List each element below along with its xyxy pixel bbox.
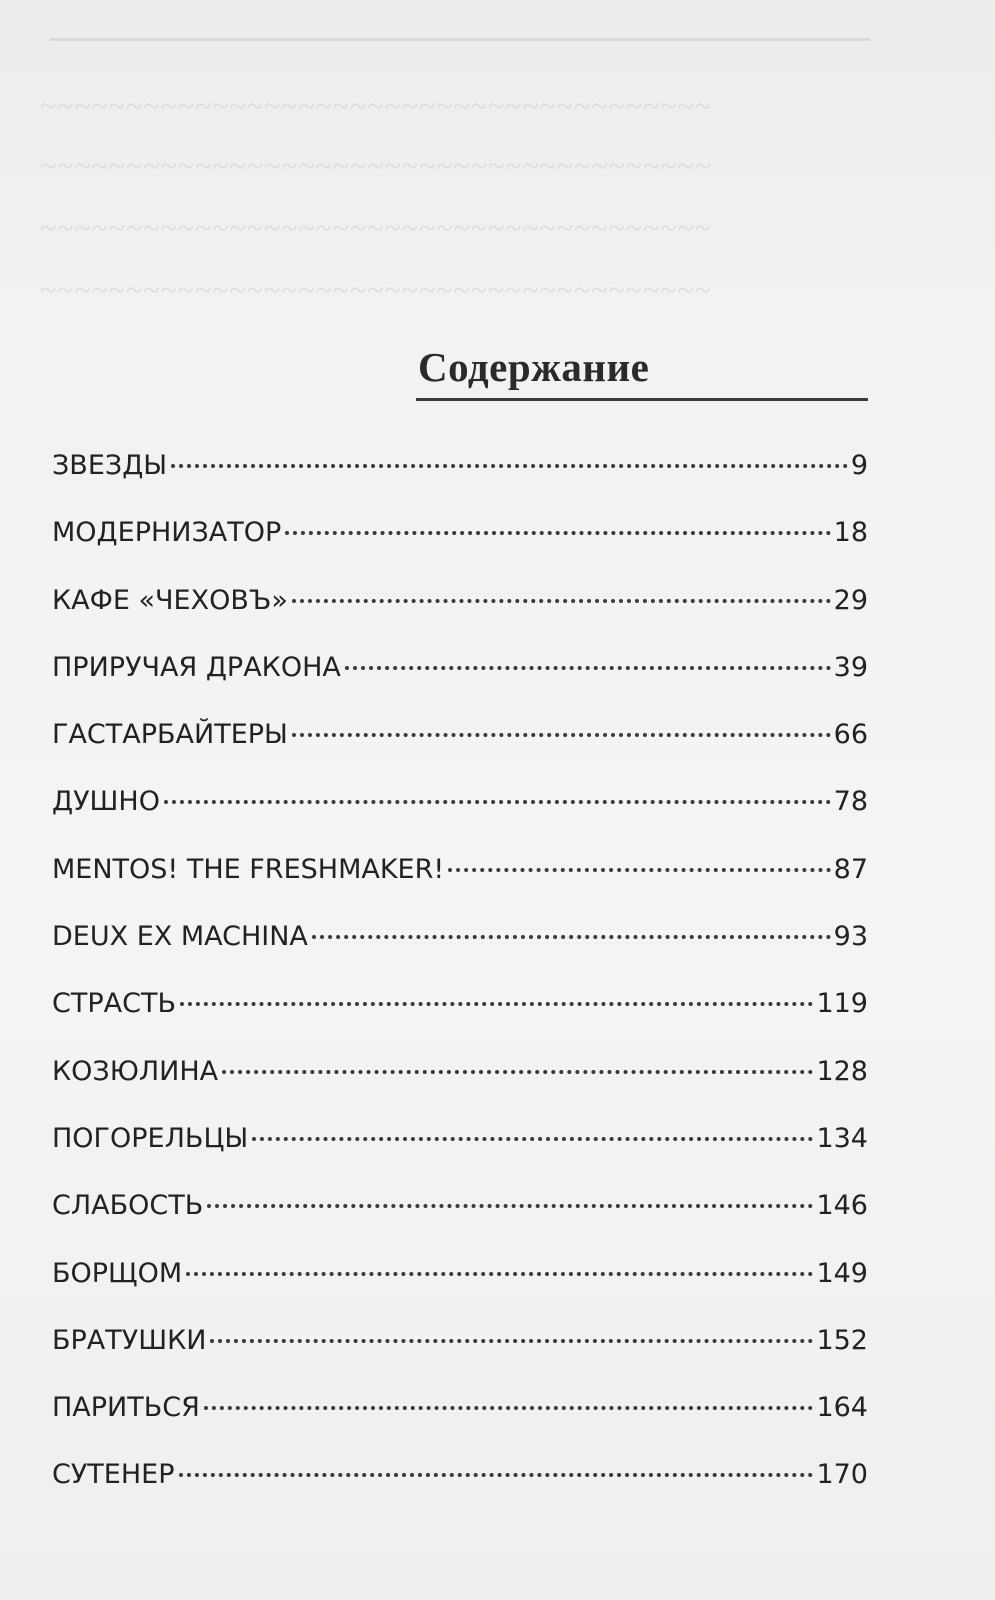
toc-entry	[52, 450, 868, 517]
toc-entry-title: КАФЕ «ЧЕХОВЪ»	[52, 584, 288, 616]
show-through-text: ~~~~~~~~~~~~~~~~~~~~~~~~~~~~~~~~~~~~~~~	[40, 212, 712, 245]
toc-entry-page: 93	[833, 921, 868, 953]
toc-entry-title: ГАСТАРБАЙТЕРЫ	[52, 719, 288, 751]
toc-entry-title: ЗВЕЗДЫ	[52, 450, 168, 481]
toc-entry	[52, 517, 868, 584]
toc-entry-title: MENTOS! THE FRESHMAKER!	[52, 853, 445, 885]
toc-entry-title: БРАТУШКИ	[52, 1324, 207, 1356]
show-through-text: ~~~~~~~~~~~~~~~~~~~~~~~~~~~~~~~~~~~~~~~	[40, 150, 712, 183]
toc-entry-page: 39	[833, 651, 868, 683]
page-title: Содержание	[418, 344, 650, 390]
toc-entry-page: 87	[833, 853, 868, 885]
dot-leader	[252, 1137, 813, 1141]
toc-entry-title: СТРАСТЬ	[52, 988, 176, 1020]
toc-entry-title: МОДЕРНИЗАТОР	[52, 517, 282, 549]
toc-entry	[52, 1459, 868, 1526]
toc-entry-page: 66	[833, 719, 868, 751]
toc-entry-page: 149	[816, 1257, 868, 1289]
toc-entry-title: БОРЩОМ	[52, 1257, 183, 1289]
toc-entry-title: ПОГОРЕЛЬЦЫ	[52, 1122, 249, 1154]
show-through-rule	[50, 38, 870, 41]
toc-entry	[52, 786, 868, 853]
show-through-text: ~~~~~~~~~~~~~~~~~~~~~~~~~~~~~~~~~~~~~~~	[40, 274, 712, 307]
show-through-text: ~~~~~~~~~~~~~~~~~~~~~~~~~~~~~~~~~~~~~~~	[40, 90, 712, 123]
toc-entry-title: ПАРИТЬСЯ	[52, 1392, 200, 1424]
toc-entry-title: ПРИРУЧАЯ ДРАКОНА	[52, 651, 341, 683]
toc-entry	[52, 988, 868, 1055]
toc-entry	[52, 585, 868, 652]
toc-entry-page: 146	[816, 1190, 868, 1222]
dot-leader	[448, 868, 830, 872]
toc-entry-page: 134	[816, 1122, 868, 1154]
toc-entry-page: 18	[833, 517, 868, 549]
dot-leader	[179, 1473, 814, 1477]
toc-entry	[52, 1325, 868, 1392]
toc-entry-title: СУТЕНЕР	[52, 1459, 175, 1491]
dot-leader	[171, 464, 848, 468]
toc-entry	[52, 1123, 868, 1190]
toc-entry-title: DEUX EX MACHINA	[52, 921, 308, 953]
dot-leader	[164, 800, 831, 804]
dot-leader	[186, 1272, 813, 1276]
toc-entry-page: 170	[816, 1459, 868, 1491]
toc-entry-title: КОЗЮЛИНА	[52, 1055, 219, 1087]
dot-leader	[180, 1002, 813, 1006]
toc-entry-page: 9	[850, 450, 868, 481]
dot-leader	[312, 935, 831, 939]
dot-leader	[285, 531, 830, 535]
toc-entry-page: 128	[816, 1055, 868, 1087]
toc-entry-page: 119	[816, 988, 868, 1020]
toc-entry	[52, 652, 868, 719]
dot-leader	[207, 1204, 813, 1208]
dot-leader	[345, 666, 831, 670]
dot-leader	[210, 1339, 813, 1343]
toc-entry	[52, 854, 868, 921]
toc-entry-page: 164	[816, 1392, 868, 1424]
table-of-contents	[52, 450, 868, 1527]
toc-entry-title: ДУШНО	[52, 786, 160, 818]
toc-entry	[52, 1392, 868, 1459]
toc-entry	[52, 1190, 868, 1257]
toc-entry	[52, 1258, 868, 1325]
toc-entry-title: СЛАБОСТЬ	[52, 1190, 204, 1222]
toc-entry-page: 78	[833, 786, 868, 818]
dot-leader	[222, 1070, 813, 1074]
title-underline	[416, 398, 868, 401]
toc-entry-page: 29	[833, 584, 868, 616]
dot-leader	[292, 733, 831, 737]
dot-leader	[204, 1406, 814, 1410]
toc-entry	[52, 1056, 868, 1123]
toc-entry	[52, 921, 868, 988]
toc-entry-page: 152	[816, 1324, 868, 1356]
dot-leader	[292, 599, 831, 603]
toc-entry	[52, 719, 868, 786]
